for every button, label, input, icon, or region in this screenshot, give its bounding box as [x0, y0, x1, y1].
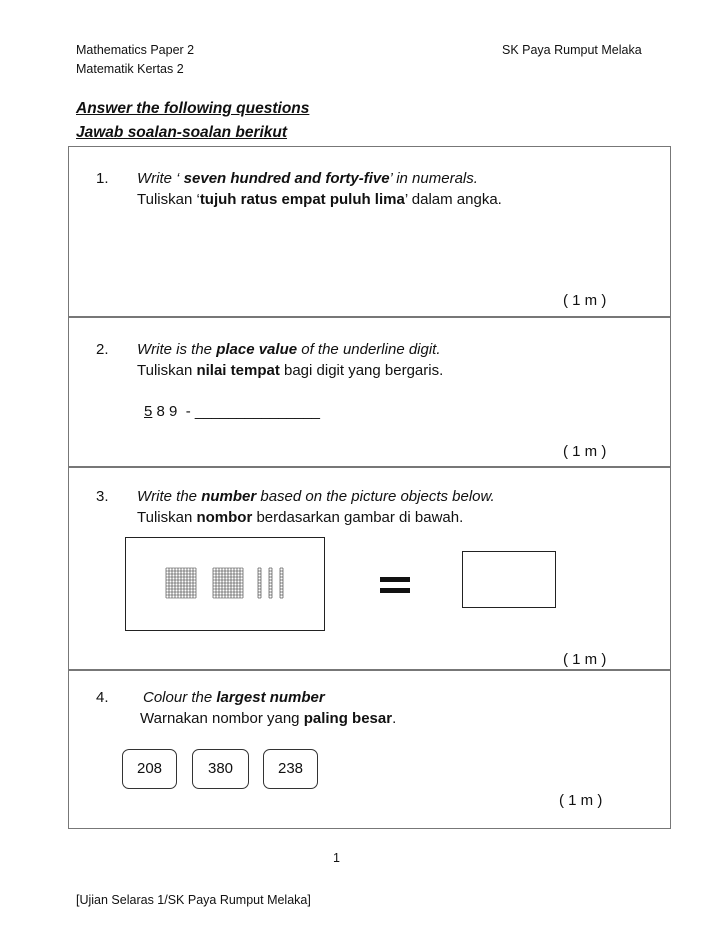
question-2-text-ms: Tuliskan nilai tempat bagi digit yang bergaris. [137, 362, 444, 379]
question-3-number: 3. [96, 488, 109, 505]
hundreds-flat-block [213, 568, 243, 598]
question-3-answer-box[interactable] [462, 551, 556, 608]
hundreds-flat-block [166, 568, 196, 598]
question-3-text-en: Write the number based on the picture objects below. [137, 488, 495, 505]
question-1-text-ms: Tuliskan ‘tujuh ratus empat puluh lima’ dalam angka. [137, 191, 502, 208]
number-option-238[interactable]: 238 [263, 749, 318, 789]
paper-title-ms: Matematik Kertas 2 [76, 62, 184, 76]
number-option-380[interactable]: 380 [192, 749, 249, 789]
question-2-number: 2. [96, 341, 109, 358]
school-name: SK Paya Rumput Melaka [502, 43, 642, 57]
question-4-text-ms: Warnakan nombor yang paling besar. [140, 710, 397, 727]
question-4-number: 4. [96, 689, 109, 706]
question-4-text-en: Colour the largest number [143, 689, 325, 706]
question-2-mark: ( 1 m ) [563, 443, 607, 460]
question-3-text-ms: Tuliskan nombor berdasarkan gambar di bawah. [137, 509, 464, 526]
base-ten-blocks-picture [125, 537, 325, 631]
base-ten-blocks [126, 538, 324, 630]
tens-rod-block [269, 568, 272, 598]
question-1-number: 1. [96, 170, 109, 187]
question-1-mark: ( 1 m ) [563, 292, 607, 309]
answer-blank: _______________ [194, 403, 321, 420]
question-4-mark: ( 1 m ) [559, 792, 603, 809]
tens-rod-block [280, 568, 283, 598]
equals-sign [380, 577, 410, 594]
question-1-text-en: Write ‘ seven hundred and forty-five’ in numerals. [137, 170, 478, 187]
number-option-208[interactable]: 208 [122, 749, 177, 789]
paper-title-en: Mathematics Paper 2 [76, 43, 195, 57]
underlined-digit: 5 [144, 403, 153, 420]
question-2-number-line: 5 8 9 - _______________ [144, 403, 321, 420]
instruction-en: Answer the following questions [76, 100, 310, 117]
question-3-mark: ( 1 m ) [563, 651, 607, 668]
instruction-ms: Jawab soalan-soalan berikut [76, 124, 288, 141]
question-2-text-en: Write is the place value of the underline digit. [137, 341, 441, 358]
tens-rod-block [258, 568, 261, 598]
footer-note: [Ujian Selaras 1/SK Paya Rumput Melaka] [76, 893, 311, 907]
page-number: 1 [333, 851, 340, 865]
